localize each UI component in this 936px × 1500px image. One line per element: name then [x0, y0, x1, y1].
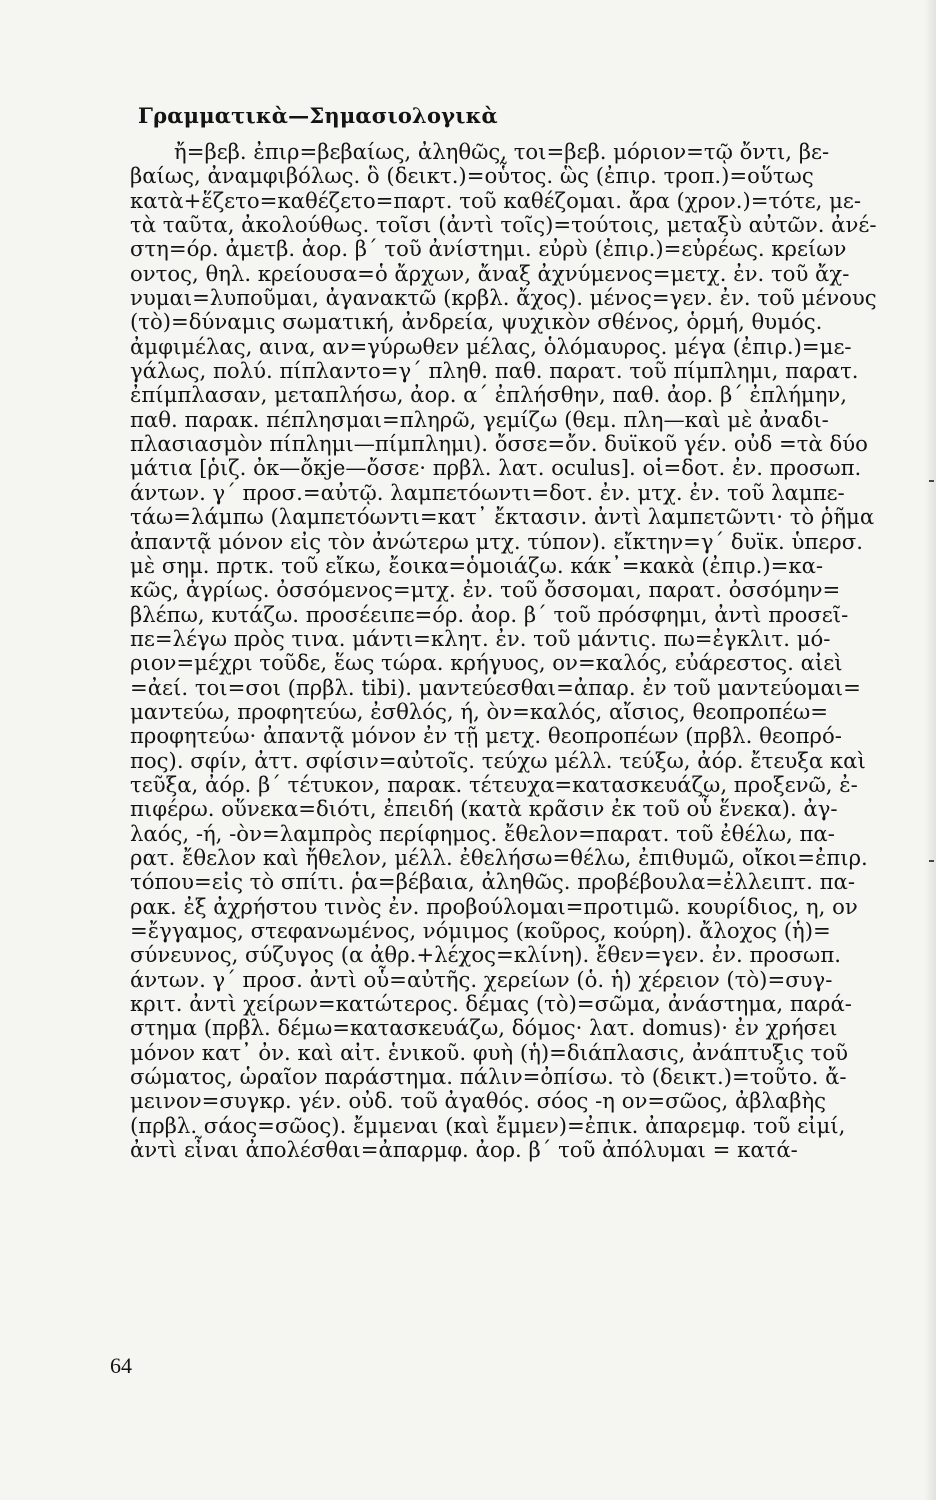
page-heading: Γραμματικὰ—Σημασιολογικὰ [138, 103, 498, 128]
text-line: νυμαι=λυποῦμαι, ἀγανακτῶ (κρβλ. ἄχος). μένος=γεν. ἐν. τοῦ μένους [130, 285, 877, 311]
text-line: στημα (πρβλ. δέμω=κατασκευάζω, δόμος· λατ. domus)· ἐν χρήσει [130, 1015, 838, 1041]
text-line: ἀντὶ εἶναι ἀπολέσθαι=ἀπαρμφ. ἀορ. β´ τοῦ ἀπόλυμαι = κατά- [130, 1137, 798, 1163]
text-line: κατὰ+ἕζετο=καθέζετο=παρτ. τοῦ καθέζομαι. ἄρα (χρον.)=τότε, με- [130, 187, 862, 213]
text-line: σώματος, ὡραῖον παράστημα. πάλιν=ὀπίσω. τὸ (δεικτ.)=τοῦτο. ἄ- [130, 1064, 847, 1090]
text-line: σύνευνος, σύζυγος (α ἀθρ.+λέχος=κλίνη). ἔθεν=γεν. ἐν. προσωπ. [130, 942, 841, 968]
text-line: γάλως, πολύ. πίπλαντο=γ´ πληθ. παθ. παρατ. τοῦ πίμπλημι, παρατ. [130, 358, 859, 384]
text-line: τάω=λάμπω (λαμπετόωντι=κατ᾽ ἔκτασιν. ἀντὶ λαμπετῶντι· τὸ ῥῆμα [130, 504, 875, 530]
text-line: ἤ=βεβ. ἐπιρ=βεβαίως, ἀληθῶς, τοι=βεβ. μόριον=τῷ ὄντι, βε- [174, 139, 830, 164]
text-line: πιφέρω. οὕνεκα=διότι, ἐπειδή (κατὰ κρᾶσιν ἐκ τοῦ οὗ ἕνεκα). ἀγ- [130, 796, 838, 822]
text-line: λαός, -ή, -ὸν=λαμπρὸς περίφημος. ἔθελον=παρατ. τοῦ ἐθέλω, πα- [130, 820, 835, 846]
text-line: τόπου=εἰς τὸ σπίτι. ῥα=βέβαια, ἀληθῶς. προβέβουλα=ἐλλειπτ. πα- [130, 869, 856, 895]
text-line: ρατ. ἔθελον καὶ ἤθελον, μέλλ. ἐθελήσω=θέλω, ἐπιθυμῶ, οἴκοι=ἐπιρ. [130, 844, 868, 870]
text-line: μόνον κατ᾽ ὀν. καὶ αἰτ. ἑνικοῦ. φυὴ (ἡ)=διάπλασις, ἀνάπτυξις τοῦ [130, 1039, 849, 1065]
text-line: ἀπαντᾷ μόνον εἰς τὸν ἀνώτερω μτχ. τύπον). εἴκτην=γ´ δυϊκ. ὑπερσ. [130, 528, 863, 554]
text-line: κριτ. ἀντὶ χείρων=κατώτερος. δέμας (τὸ)=σῶμα, ἀνάστημα, παρά- [130, 991, 852, 1017]
text-line: πε=λέγω πρὸς τινα. μάντι=κλητ. ἐν. τοῦ μάντις. πω=ἐγκλιτ. μό- [130, 625, 831, 651]
text-line: παθ. παρακ. πέπλησμαι=πληρῶ, γεμίζω (θεμ. πλη—καὶ μὲ ἀναδι- [130, 406, 829, 432]
text-line: προφητεύω· ἀπαντᾷ μόνον ἐν τῇ μετχ. θεοπροπέων (πρβλ. θεοπρό- [130, 723, 842, 749]
text-line: ρακ. ἐξ ἀχρήστου τινὸς ἐν. προβούλομαι=προτιμῶ. κουρίδιος, η, ον [130, 893, 858, 919]
page-number: 64 [110, 1353, 132, 1378]
text-line: (τὸ)=δύναμις σωματική, ἀνδρεία, ψυχικὸν σθένος, ὁρμή, θυμός. [130, 309, 823, 335]
text-line: ριον=μέχρι τοῦδε, ἕως τώρα. κρήγυος, ον=καλός, εὐάρεστος. αἰεὶ [130, 650, 843, 676]
text-line: οντος, θηλ. κρείουσα=ὁ ἄρχων, ἄναξ ἀχνύμενος=μετχ. ἐν. τοῦ ἄχ- [130, 260, 850, 286]
text-line: (πρβλ. σάος=σῶος). ἔμμεναι (καὶ ἔμμεν)=ἐπικ. ἀπαρεμφ. τοῦ εἰμί, [130, 1112, 846, 1138]
text-line: μεινον=συγκρ. γέν. οὐδ. τοῦ ἀγαθός. σόος -η ον=σῶος, ἀβλαβὴς [130, 1088, 827, 1114]
text-line: μάτια [ῥιζ. ὀκ—ὄκje—ὄσσε· πρβλ. λατ. oculus]. οἱ=δοτ. ἐν. προσωπ. [130, 455, 862, 481]
body-text [130, 140, 936, 1162]
edge-mark [929, 860, 934, 862]
text-line: βλέπω, κυτάζω. προσέειπε=όρ. ἀορ. β´ τοῦ πρόσφημι, ἀντὶ προσεῖ- [130, 601, 849, 627]
text-line: βαίως, ἀναμφιβόλως. ὃ (δεικτ.)=οὗτος. ὣς (ἐπιρ. τροπ.)=οὕτως [130, 163, 814, 189]
text-line: στη=όρ. ἀμετβ. ἀορ. β´ τοῦ ἀνίστημι. εὐρὺ (ἐπιρ.)=εὐρέως. κρείων [130, 236, 847, 262]
text-line: πος). σφίν, ἀττ. σφίσιν=αὐτοῖς. τεύχω μέλλ. τεύξω, ἀόρ. ἔτευξα καὶ [130, 747, 866, 773]
text-line: ἐπίμπλασαν, μεταπλήσω, ἀορ. α´ ἐπλήσθην, παθ. ἀορ. β´ ἐπλήμην, [130, 382, 848, 408]
text-line: άντων. γ´ προσ. ἀντὶ οὗ=αὐτῆς. χερείων (ὁ. ἡ) χέρειον (τὸ)=συγ- [130, 966, 833, 992]
text-line: ἀμφιμέλας, αινα, αν=γύρωθεν μέλας, ὁλόμαυρος. μέγα (ἐπιρ.)=με- [130, 333, 852, 359]
text-line: τεῦξα, ἀόρ. β´ τέτυκον, παρακ. τέτευχα=κατασκευάζω, προξενῶ, ἐ- [130, 771, 858, 797]
text-line: κῶς, ἀγρίως. ὀσσόμενος=μτχ. ἐν. τοῦ ὄσσομαι, παρατ. ὀσσόμην= [130, 577, 841, 603]
text-line: =ἀεί. τοι=σοι (πρβλ. tibi). μαντεύεσθαι=ἀπαρ. ἐν τοῦ μαντεύομαι= [130, 674, 861, 700]
text-line: άντων. γ´ προσ.=αὐτῷ. λαμπετόωντι=δοτ. ἐν. μτχ. ἐν. τοῦ λαμπε- [130, 479, 845, 505]
edge-mark [929, 480, 934, 482]
text-line: =ἔγγαμος, στεφανωμένος, νόμιμος (κοῦρος, κούρη). ἄλοχος (ἡ)= [130, 918, 831, 943]
page-edge-shadow [924, 0, 936, 1500]
text-line: πλασιασμὸν πίπλημι—πίμπλημι). ὄσσε=ὄν. δυϊκοῦ γέν. οὐδ =τὰ δύο [130, 431, 868, 457]
text-line: μὲ σημ. πρτκ. τοῦ εἴκω, ἔοικα=ὁμοιάζω. κάκ᾽=κακὰ (ἐπιρ.)=κα- [130, 552, 824, 578]
text-line: μαντεύω, προφητεύω, ἐσθλός, ή, ὸν=καλός, αἴσιος, θεοπροπέω= [130, 698, 829, 724]
text-line: τὰ ταῦτα, ἀκολούθως. τοῖσι (ἀντὶ τοῖς)=τούτοις, μεταξὺ αὐτῶν. ἀνέ- [130, 212, 877, 238]
